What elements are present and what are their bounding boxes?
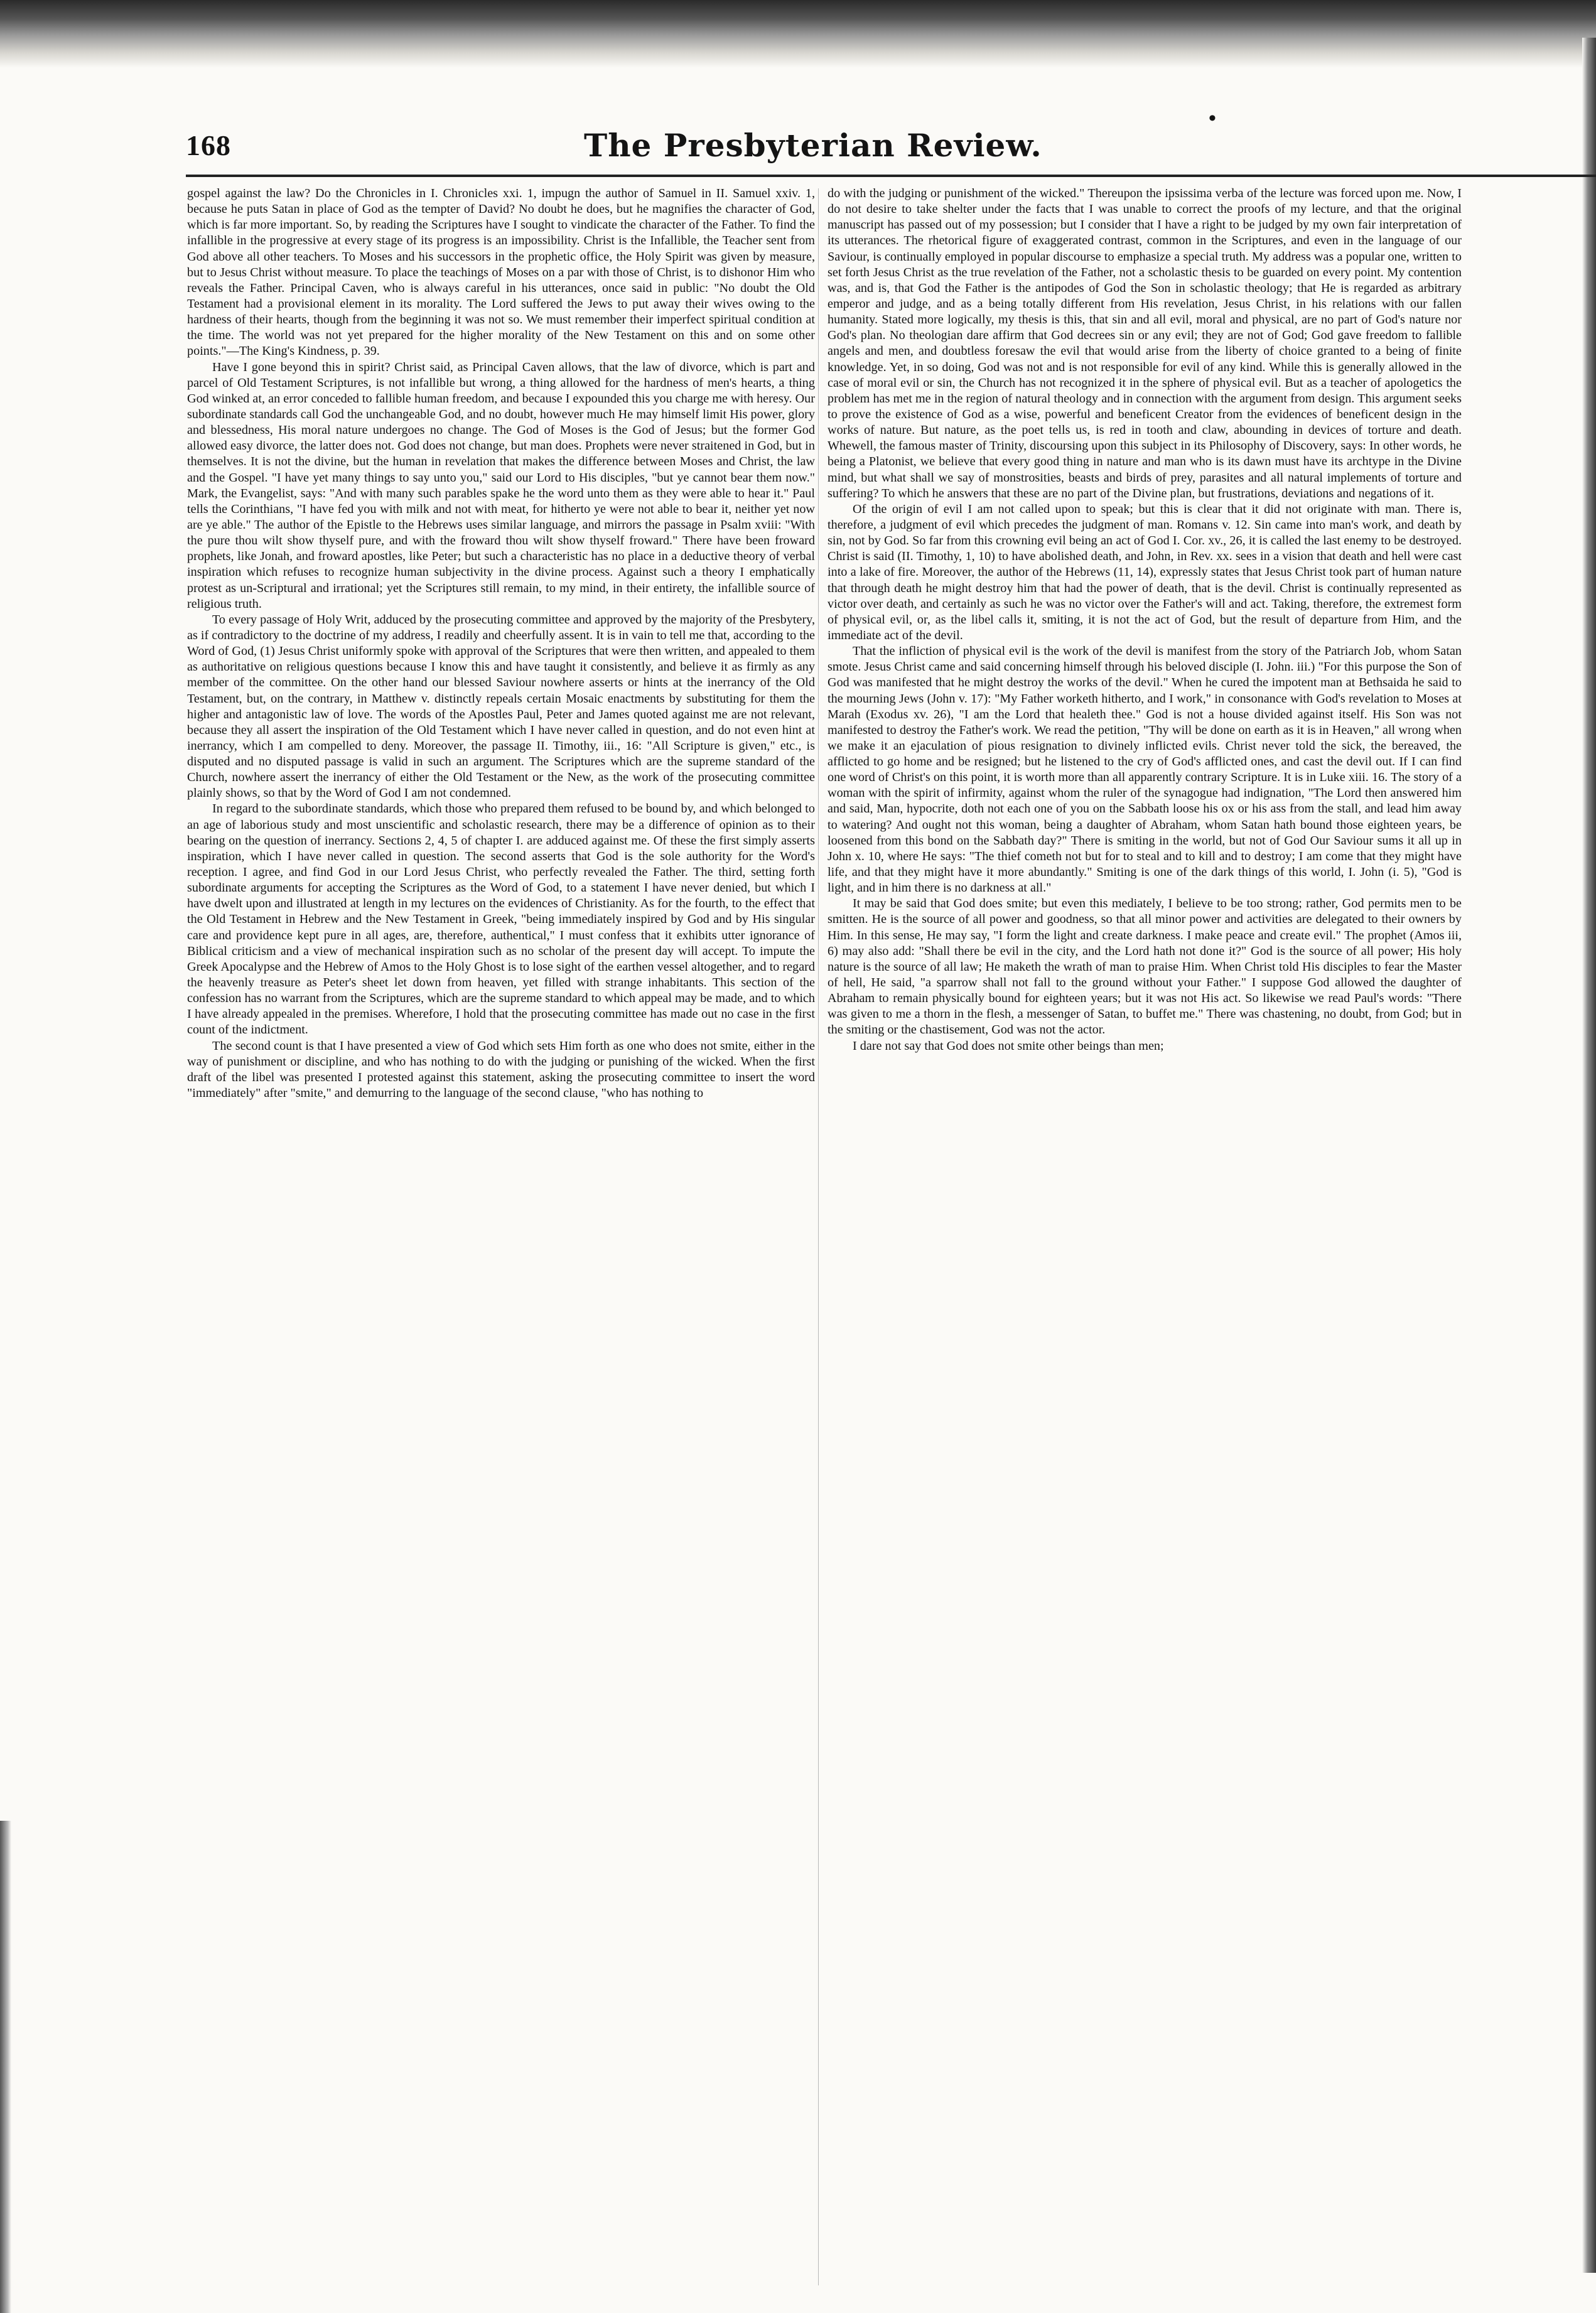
running-title: The Presbyterian Review. bbox=[584, 127, 1042, 164]
paragraph: gospel against the law? Do the Chronicles in I. Chronicles xxi. 1, impugn the author of Samuel in II. Samuel xxiv. 1, because he puts Satan in place of God as the tempter of David? No doubt he does, but he magnifies the character of God, which is far more important. So, by reading the Scriptures have I sought to vindicate the character of the Father. To find the infallible in the progressive at every stage of its progress is an impossibility. Christ is the Infallible, the Teacher sent from God above all other teachers. To Moses and his successors in the prophetic office, the Holy Spirit was given by measure, but to Jesus Christ without measure. To place the teachings of Moses on a par with those of Christ, is to dishonor Him who reveals the Father. Principal Caven, who is always careful in his utterances, once said in public: "No doubt the Old Testament had a provisional element in its morality. The Lord suffered the Jews to put away their wives owing to the hardness of their hearts, though from the beginning it was not so. We must remember their imperfect spiritual condition at the time. The world was not yet prepared for the higher morality of the New Testament on this and on some other points."—The King's Kindness, p. 39. bbox=[187, 186, 815, 359]
right-column bbox=[828, 186, 1462, 2295]
column-divider bbox=[818, 188, 819, 2285]
stray-mark: • bbox=[1209, 107, 1216, 130]
scan-edge-top bbox=[0, 0, 1596, 68]
header-rule bbox=[186, 175, 1596, 177]
paragraph: It may be said that God does smite; but even this mediately, I believe to be too strong; rather, God permits men to be smitten. He is the source of all power and goodness, so that all minor power and activities are delegated to their owners by Him. In this sense, He may say, "I form the light and create darkness. I make peace and create evil." The prophet (Amos iii, 6) may also add: "Shall there be evil in the city, and the Lord hath not done it?" God is the source of all power; His holy nature is the source of all law; He maketh the wrath of man to praise Him. When Christ told His disciples to fear the Master of hell, He said, "a sparrow shall not fall to the ground without your Father." I suppose God allowed the daughter of Abraham to remain physically bound for eighteen years; but it was not His act. So likewise we read Paul's words: "There was given to me a thorn in the flesh, a messenger of Satan, to buffet me." There was chastening, no doubt, from God; but in the smiting or the chastisement, God was not the actor. bbox=[828, 897, 1462, 1037]
paragraph: In regard to the subordinate standards, which those who prepared them refused to be bound by, and which belonged to an age of laborious study and most unscientific and scholastic research, there may be a difference of opinion as to their bearing on the question of inerrancy. Sections 2, 4, 5 of chapter I. are adduced against me. Of these the first simply asserts inspiration, which I have never called in question. The second asserts that God is the sole authority for the Word's reception. I agree, and find God in our Lord Jesus Christ, who perfectly revealed the Father. The third, setting forth subordinate arguments for accepting the Scriptures as the Word of God, to a statement I have never denied, but which I have dwelt upon and illustrated at length in my lectures on the evidences of Christianity. As for the fourth, to the effect that the Old Testament in Hebrew and the New Testament in Greek, "being immediately inspired by God and by His singular care and providence kept pure in all ages, are, therefore, authentical," I must confess that it exhibits utter ignorance of Biblical criticism and a view of mechanical inspiration such as no scholar of the present day will accept. To impute the Greek Apocalypse and the Hebrew of Amos to the Holy Ghost is to lose sight of the earthen vessel altogether, and to regard the heavenly treasure as Peter's sheet let down from heaven, yet filled with strange inhabitants. This section of the confession has no warrant from the Scriptures, which are the supreme standard to which appeal may be made, and to which I have already appealed in the premises. Wherefore, I hold that the prosecuting committee has made out no case in the first count of the indictment. bbox=[187, 802, 815, 1037]
paragraph: That the infliction of physical evil is the work of the devil is manifest from the story of the Patriarch Job, whom Satan smote. Jesus Christ came and said concerning himself through his beloved disciple (I. John. iii.) "For this purpose the Son of God was manifested that he might destroy the works of the devil." When he cured the impotent man at Bethsaida he said to the mourning Jews (John v. 17): "My Father worketh hitherto, and I work," in consonance with God's revelation to Moses at Marah (Exodus xv. 26), "I am the Lord that healeth thee." God is not a house divided against itself. His Son was not manifested to destroy the Father's work. We read the petition, "Thy will be done on earth as it is in Heaven," all wrong when we make it an ejaculation of pious resignation to divinely inflicted evils. Christ never told the sick, the bereaved, the afflicted to go home and be resigned; but he listened to the cry of God's afflicted ones, and cast the devil out. If I can find one word of Christ's on this point, it is worth more than all apparently contrary Scripture. It is in Luke xiii. 16. The story of a woman with the spirit of infirmity, against whom the ruler of the synagogue had indignation, "The Lord then answered him and said, Man, hypocrite, doth not each one of you on the Sabbath loose his ox or his ass from the stall, and lead him away to watering? And ought not this woman, being a daughter of Abraham, whom Satan hath bound those eighteen years, be loosened from this bond on the Sabbath day?" There is smiting in the world, but not of God Our Saviour sums it all up in John x. 10, where He says: "The thief cometh not but for to steal and to kill and to destroy; I am come that they might have life, and that they might have it more abundantly." Smiting is one of the dark things of this world, I. John (i. 5), "God is light, and in him there is no darkness at all." bbox=[828, 644, 1462, 895]
page-number: 168 bbox=[186, 129, 231, 161]
scan-edge-right bbox=[1582, 38, 1596, 2273]
scan-edge-left bbox=[0, 1821, 11, 2313]
paragraph: To every passage of Holy Writ, adduced by the prosecuting committee and approved by the majority of the Presbytery, as if contradictory to the doctrine of my address, I readily and cheerfully assent. It is in vain to tell me that, according to the Word of God, (1) Jesus Christ uniformly spoke with approval of the Scriptures that were then written, and appealed to them as authoritative on religious questions because I know this and have taught it consistently, and believe it as firmly as any member of the committee. On the other hand our blessed Saviour nowhere asserts or hints at the inerrancy of the Old Testament, but, on the contrary, in Matthew v. distinctly repeals certain Mosaic enactments by substituting for them the higher and antagonistic law of love. The words of the Apostles Paul, Peter and James quoted against me are not relevant, because they all assert the inspiration of the Old Testament which I have never called in question, and do not even hint at inerrancy, which I am compelled to deny. Moreover, the passage II. Timothy, iii., 16: "All Scripture is given," etc., is disputed and no disputed passage is valid in such an argument. The Scriptures which are the supreme standard of the Church, nowhere assert the inerrancy of either the Old Testament or the New, as the work of the prosecuting committee plainly shows, so that by the Word of God I am not condemned. bbox=[187, 612, 815, 801]
left-column bbox=[187, 186, 815, 2295]
paragraph: Of the origin of evil I am not called upon to speak; but this is clear that it did not originate with man. There is, therefore, a judgment of evil which precedes the judgment of man. Romans v. 12. Sin came into man's work, and death by sin, not by God. So far from this crowning evil being an act of God I. Cor. xv., 26, it is called the last enemy to be destroyed. Christ is said (II. Timothy, 1, 10) to have abolished death, and John, in Rev. xx. sees in a vision that death and hell were cast into a lake of fire. Moreover, the author of the Hebrews (11, 14), expressly states that Jesus Christ took part of human nature that through death he might destroy him that had the power of death, that is the devil. Christ is continually represented as victor over death, and certainly as such he was no victor over the Father's will and act. Taking, therefore, the extremest form of physical evil, or, as the libel calls it, smiting, it is not the act of God, but the result of departure from Him, and the immediate act of the devil. bbox=[828, 502, 1462, 642]
paragraph: I dare not say that God does not smite other beings than men; bbox=[853, 1038, 1164, 1053]
paragraph: do with the judging or punishment of the wicked." Thereupon the ipsissima verba of the lecture was forced upon me. Now, I do not desire to take shelter under the facts that I was unable to correct the proofs of my lecture, and that the original manuscript has passed out of my possession; but I consider that I have a right to be judged by my own fair interpretation of its utterances. The rhetorical figure of exaggerated contrast, common in the Scriptures, and even in the language of our Saviour, is continually employed in popular discourse to emphasize a special truth. My address was a popular one, written to set forth Jesus Christ as the true revelation of the Father, not a scholastic thesis to be guarded on every point. My contention was, and is, that God the Father is the antipodes of God the Son in scholastic theology; that He is regarded as arbitrary emperor and judge, and as a being totally different from His revelation, Jesus Christ, in his relations with our fallen humanity. Stated more logically, my thesis is this, that sin and all evil, moral and physical, are no part of God's nature nor God's plan. No theologian dare affirm that God decrees sin or any evil; they are not of God; God gave freedom to fallible angels and men, and doubtless foresaw the evil that would arise from the liberty of choice granted to a being of finite knowledge. Yet, in so doing, God was not and is not responsible for evil of any kind. While this is generally allowed in the case of moral evil or sin, the Church has not recognized it in the sphere of physical evil. But as a teacher of apologetics the problem has met me in the region of natural theology and in connection with the argument from design. This argument seeks to prove the existence of God as a wise, powerful and beneficent Creator from the evidences of beneficent design in the works of nature. But nature, as the poet tells us, is red in tooth and claw, abounding in devices of torture and death. Whewell, the famous master of Trinity, discoursing upon this subject in its Philosophy of Discovery, says: In other words, he being a Platonist, we believe that every good thing in nature and man who is its dawn must have its archtype in the Divine mind, but what shall we say of monstrosities, beasts and birds of prey, parasites and all natural implements of torture and suffering? To which he answers that these are no part of the Divine plan, but frustrations, deviations and negations of it. bbox=[828, 186, 1462, 500]
paragraph: Have I gone beyond this in spirit? Christ said, as Principal Caven allows, that the law of divorce, which is part and parcel of Old Testament Scriptures, is not infallible but wrong, a thing allowed for the hardness of men's hearts, a thing God winked at, an error conceded to fallible human freedom, and because I expounded this you charge me with heresy. Our subordinate standards call God the unchangeable God, and no doubt, however much He may himself limit His power, glory and blessedness, His moral nature undergoes no change. The God of Moses is the God of Jesus; but the former God allowed easy divorce, the latter does not. God does not change, but man does. Prophets were never straitened in God, but in themselves. It is not the divine, but the human in revelation that makes the difference between Moses and Christ, the law and the Gospel. "I have yet many things to say unto you," said our Lord to His disciples, "but ye cannot bear them now." Mark, the Evangelist, says: "And with many such parables spake he the word unto them as they were able to hear it." Paul tells the Corinthians, "I have fed you with milk and not with meat, for hitherto ye were not able to bear it, neither yet now are ye able." The author of the Epistle to the Hebrews uses similar language, and mirrors the passage in Psalm xviii: "With the pure thou wilt show thyself pure, and with the froward thou wilt show thyself froward." There have been froward prophets, like Jonah, and froward apostles, like Peter; but such a characteristic has no place in a deductive theory of verbal inspiration which refuses to recognize human subjectivity in the divine process. Against such a theory I emphatically protest as un-Scriptural and irrational; yet the Scriptures still remain, to my mind, in their entirety, the infallible source of religious truth. bbox=[187, 360, 815, 611]
paragraph: The second count is that I have presented a view of God which sets Him forth as one who does not smite, either in the way of punishment or discipline, and who has nothing to do with the judging or punishing of the wicked. When the first draft of the libel was presented I protested against this statement, asking the prosecuting committee to insert the word "immediately" after "smite," and demurring to the language of the second clause, "who has nothing to bbox=[187, 1038, 815, 1101]
